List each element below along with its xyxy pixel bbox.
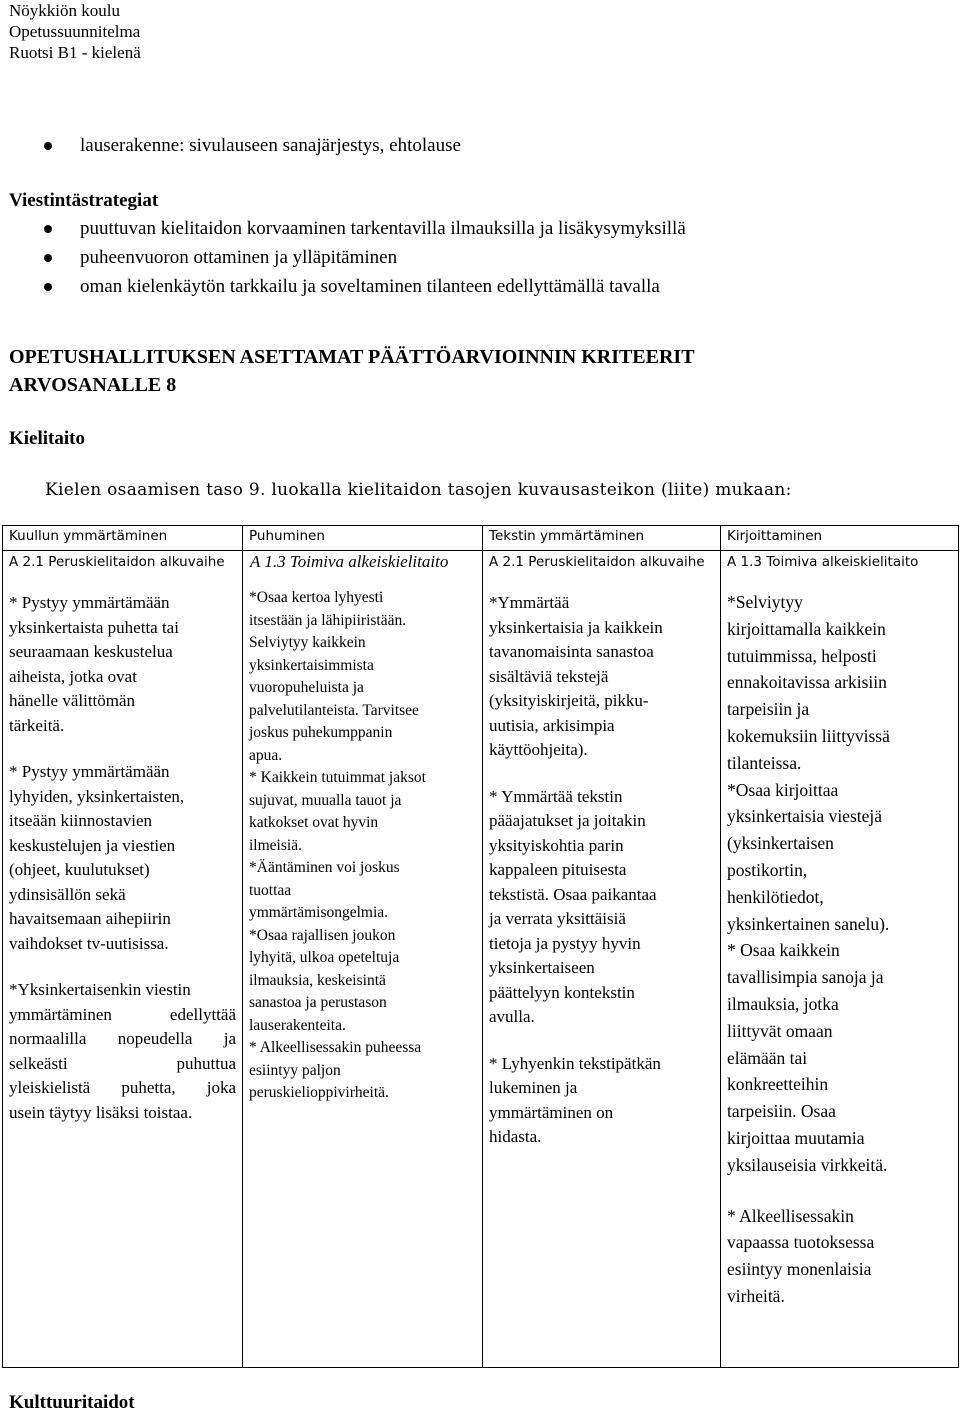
criteria-intro: Kielen osaamisen taso 9. luokalla kielitaidon tasojen kuvausasteikon (liite) mukaan: xyxy=(45,480,792,500)
text-line: lyhyitä, ulkoa opeteltuja xyxy=(249,949,400,966)
document-type: Opetussuunnitelma xyxy=(9,22,141,41)
text-line: yksilauseisia virkkeitä. xyxy=(727,1154,888,1175)
text-line: tutuimmissa, helposti xyxy=(727,645,877,666)
text-line: tuottaa xyxy=(249,881,292,899)
text-line: * Lyhyenkin tekstipätkän xyxy=(489,1053,661,1073)
level-label: A 1.3 Toimiva alkeiskielitaito xyxy=(250,552,449,571)
text-line: * Ymmärtää tekstin xyxy=(489,786,623,806)
text-line: tavanomaisinta sanastoa xyxy=(489,642,654,661)
listening-cell xyxy=(3,551,243,1368)
text-line: uutisia, arkisimpia xyxy=(489,715,615,735)
text-line: tärkeitä. xyxy=(9,715,65,735)
text-line: * Pystyy ymmärtämään xyxy=(9,593,170,612)
text-line: virheitä. xyxy=(727,1285,785,1306)
text-line: yksinkertaiseen xyxy=(489,958,595,977)
text-line: esiintyy paljon xyxy=(249,1061,341,1079)
text-line: aiheista, jotka ovat xyxy=(9,666,137,686)
text-line: ilmauksia, jotka xyxy=(727,993,839,1014)
text-line: * Kaikkein tutuimmat jaksot xyxy=(249,769,426,786)
text-line: usein täytyy lisäksi toistaa. xyxy=(9,1102,193,1122)
text-line: ymmärtäminen edellyttää xyxy=(9,1004,236,1024)
text-line: ennakoitavissa arkisiin xyxy=(727,672,887,693)
text-line: postikortin, xyxy=(727,859,808,880)
level-label: A 2.1 Peruskielitaidon alkuvaihe xyxy=(9,554,225,570)
text-line: itseään kiinnostavien xyxy=(9,811,153,830)
header-reading: Tekstin ymmärtäminen xyxy=(483,526,721,551)
text-line: havaitsemaan aihepiirin xyxy=(9,909,171,928)
text-line: käyttöohjeita). xyxy=(489,740,588,759)
text-line: *Ääntäminen voi joskus xyxy=(249,859,400,876)
text-line: (yksityiskirjeitä, pikku- xyxy=(489,691,649,710)
bullet-icon xyxy=(44,254,52,262)
text-line: peruskielioppivirheitä. xyxy=(249,1084,389,1101)
text-line: (ohjeet, kuulutukset) xyxy=(9,860,150,879)
text-line: ilmauksia, keskeisintä xyxy=(249,971,386,989)
text-line: vaihdokset tv-uutisissa. xyxy=(9,933,169,953)
header-listening: Kuullun ymmärtäminen xyxy=(3,526,243,551)
text-line: *Osaa rajallisen joukon xyxy=(249,926,396,944)
text-line: henkilötiedot, xyxy=(727,886,824,907)
text-line: palvelutilanteista. Tarvitsee xyxy=(249,701,419,719)
table-header-row xyxy=(3,526,959,551)
level-label: A 1.3 Toimiva alkeiskielitaito xyxy=(727,554,919,570)
text-line: kirjoittamalla kaikkein xyxy=(727,618,886,639)
text-line: (yksinkertaisen xyxy=(727,833,834,854)
text-line: yksinkertainen sanelu). xyxy=(727,913,890,934)
text-line: *Osaa kertoa lyhyesti xyxy=(249,589,384,606)
text-line: sujuvat, muualla tauot ja xyxy=(249,791,402,809)
text-line: yksinkertaisia viestejä xyxy=(727,806,883,827)
text-line: * Osaa kaikkein xyxy=(727,940,840,961)
text-line: kirjoittaa muutamia xyxy=(727,1127,865,1148)
writing-para-1 xyxy=(727,589,952,1179)
criteria-subtitle: Kielitaito xyxy=(9,428,85,449)
text-line: katkokset ovat hyvin xyxy=(249,814,379,831)
reading-para-3 xyxy=(489,1052,714,1150)
text-line: puuttuvan kielitaidon korvaaminen tarkentavilla ilmauksilla ja lisäkysymyksillä xyxy=(80,218,686,239)
strategies-heading: Viestintästrategiat xyxy=(9,190,159,211)
school-name: Nöykkiön koulu xyxy=(9,1,120,20)
reading-para-2 xyxy=(489,785,714,1030)
speaking-para-1 xyxy=(249,587,476,1105)
speaking-cell xyxy=(243,551,483,1368)
criteria-heading-line1: OPETUSHALLITUKSEN ASETTAMAT PÄÄTTÖARVIOINNIN KRITEERIT xyxy=(9,346,695,368)
bullet-icon xyxy=(44,283,52,291)
text-line: sanastoa ja perustason xyxy=(249,994,387,1011)
text-line: liittyvät omaan xyxy=(727,1020,833,1041)
header-speaking: Puhuminen xyxy=(243,526,483,551)
culture-skills-heading: Kulttuuritaidot xyxy=(9,1392,135,1413)
text-line: ymmärtäminen on xyxy=(489,1102,614,1122)
text-line: apua. xyxy=(249,746,283,764)
criteria-heading-line2: ARVOSANALLE 8 xyxy=(9,374,177,396)
writing-cell xyxy=(721,551,959,1368)
text-line: pääajatukset ja joitakin xyxy=(489,811,646,830)
text-line: kappaleen pituisesta xyxy=(489,860,627,879)
text-line: tekstistä. Osaa paikantaa xyxy=(489,884,657,904)
listening-para-2 xyxy=(9,760,236,956)
text-line: ilmeisiä. xyxy=(249,836,302,854)
text-line: yksinkertaisia ja kaikkein xyxy=(489,617,663,637)
text-line: itsestään ja lähipiiristään. xyxy=(249,611,407,629)
text-line: lauserakenteita. xyxy=(249,1016,346,1034)
text-line: hänelle välittömän xyxy=(9,691,136,710)
text-line: lyhyiden, yksinkertaisten, xyxy=(9,786,185,806)
text-line: * Alkeellisessakin xyxy=(727,1205,854,1226)
listening-para-3 xyxy=(9,978,236,1125)
text-line: selkeästi puhuttua xyxy=(9,1053,236,1073)
listening-para-1 xyxy=(9,591,236,738)
header-writing: Kirjoittaminen xyxy=(721,526,959,551)
text-line: ymmärtämisongelmia. xyxy=(249,904,389,921)
text-line: konkreetteihin xyxy=(727,1074,829,1095)
text-line: hidasta. xyxy=(489,1127,542,1146)
text-line: puheenvuoron ottaminen ja ylläpitäminen xyxy=(80,247,398,268)
text-line: tietoja ja pystyy hyvin xyxy=(489,933,641,953)
text-line: yksityiskohtia parin xyxy=(489,835,624,855)
text-line: ja verrata yksittäisiä xyxy=(489,909,626,928)
text-line: tarpeisiin ja xyxy=(727,699,810,720)
text-line: lauserakenne: sivulauseen sanajärjestys, ehtolause xyxy=(80,135,461,156)
text-line: ydinsisällön sekä xyxy=(9,884,126,904)
reading-para-1 xyxy=(489,591,714,763)
text-line: sisältäviä tekstejä xyxy=(489,666,609,686)
text-line: kokemuksiin liittyvissä xyxy=(727,725,890,746)
text-line: yksinkertaisimmista xyxy=(249,656,374,674)
text-line: Selviytyy kaikkein xyxy=(249,634,366,651)
text-line: tilanteissa. xyxy=(727,752,802,773)
text-line: normaalilla nopeudella ja xyxy=(9,1029,236,1048)
document-header xyxy=(9,0,141,63)
reading-cell xyxy=(483,551,721,1368)
text-line: tarpeisiin. Osaa xyxy=(727,1101,836,1122)
text-line: elämään tai xyxy=(727,1047,808,1068)
criteria-table xyxy=(2,525,959,1368)
text-line: * Alkeellisessakin puheessa xyxy=(249,1039,422,1056)
text-line: *Selviytyy xyxy=(727,592,803,612)
bullet-icon xyxy=(44,142,52,150)
text-line: joskus puhekumppanin xyxy=(249,724,393,741)
text-line: vapaassa tuotoksessa xyxy=(727,1232,875,1253)
text-line: *Yksinkertaisenkin viestin xyxy=(9,980,191,999)
text-line: oman kielenkäytön tarkkailu ja soveltaminen tilanteen edellyttämällä tavalla xyxy=(80,276,660,297)
text-line: esiintyy monenlaisia xyxy=(727,1259,872,1280)
text-line: yksinkertaista puhetta tai xyxy=(9,617,179,637)
writing-para-2 xyxy=(727,1203,952,1310)
text-line: keskustelujen ja viestien xyxy=(9,835,176,855)
text-line: *Osaa kirjoittaa xyxy=(727,779,839,800)
bullet-icon xyxy=(44,225,52,233)
table-content-row xyxy=(3,551,959,1368)
text-line: tavallisimpia sanoja ja xyxy=(727,967,884,988)
text-line: vuoropuheluista ja xyxy=(249,679,364,696)
text-line: seuraamaan keskustelua xyxy=(9,642,173,661)
text-line: * Pystyy ymmärtämään xyxy=(9,762,170,781)
text-line: *Ymmärtää xyxy=(489,593,570,612)
subject-name: Ruotsi B1 - kielenä xyxy=(9,43,141,62)
level-label: A 2.1 Peruskielitaidon alkuvaihe xyxy=(489,554,705,570)
text-line: päättelyyn kontekstin xyxy=(489,982,635,1002)
text-line: avulla. xyxy=(489,1007,535,1026)
text-line: lukeminen ja xyxy=(489,1078,578,1097)
text-line: yleiskielistä puhetta, joka xyxy=(9,1078,236,1097)
